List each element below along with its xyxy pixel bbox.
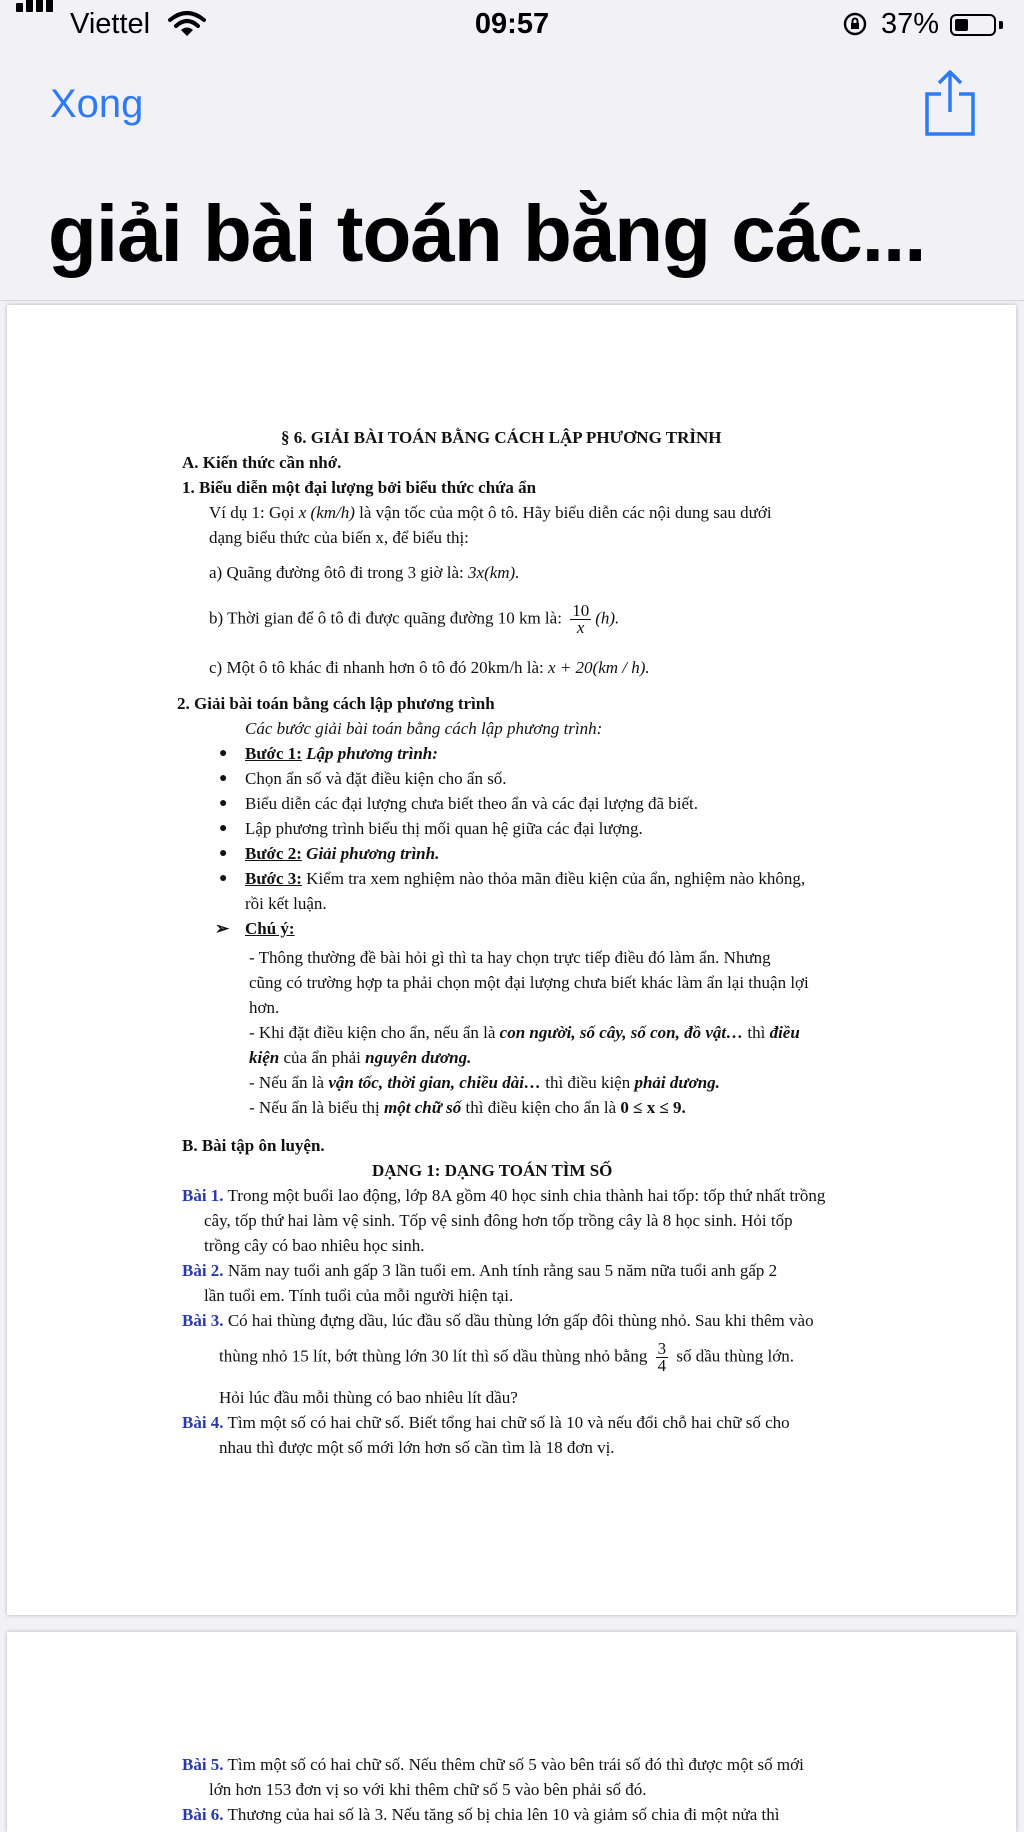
note-4: - Nếu ẩn là biểu thị một chữ số thì điều kiện cho ẩn là 0 ≤ x ≤ 9. [249, 1098, 686, 1117]
exercise-1-line-2: cây, tốp thứ hai làm vệ sinh. Tốp vệ sinh đông hơn tốp trồng cây là 8 học sinh. Hỏi tốp [204, 1211, 793, 1230]
example-line-2: dạng biểu thức của biến x, để biểu thị: [209, 528, 469, 547]
exercise-1-line-3: trồng cây có bao nhiêu học sinh. [204, 1236, 425, 1255]
exercise-2: Bài 2. Năm nay tuổi anh gấp 3 lần tuổi em. Anh tính rằng sau 5 năm nữa tuổi anh gấp 2 [182, 1261, 778, 1280]
bullet-3: Lập phương trình biểu thị mối quan hệ giữa các đại lượng. [245, 819, 643, 838]
note-marker: ➢ [215, 919, 230, 938]
doc-heading: § 6. GIẢI BÀI TOÁN BẰNG CÁCH LẬP PHƯƠNG TRÌNH [281, 428, 722, 447]
section-2-title: 2. Giải bài toán bằng cách lập phương trình [177, 694, 495, 713]
note-2: - Khi đặt điều kiện cho ẩn, nếu ẩn là con người, số cây, số con, đồ vật… thì điều [249, 1023, 800, 1042]
note-2-cont: kiện của ẩn phải nguyên dương. [249, 1048, 472, 1067]
page-title: giải bài toán bằng các... [48, 189, 926, 278]
exercise-3: Bài 3. Có hai thùng đựng dầu, lúc đầu số dầu thùng lớn gấp đôi thùng nhỏ. Sau khi thêm vào [182, 1311, 814, 1330]
divider [0, 300, 1024, 301]
steps-intro: Các bước giải bài toán bằng cách lập phương trình: [245, 719, 603, 738]
exercise-3-line-2: thùng nhỏ 15 lít, bớt thùng lớn 30 lít thì số dầu thùng nhỏ bằng $\frac{3}{4}$ số dầu thùng lớn. [219, 1339, 794, 1375]
rotation-lock-icon [843, 12, 867, 36]
step-2: Bước 2: Giải phương trình. [245, 844, 440, 863]
exercise-4-line-2: nhau thì được một số mới lớn hơn số cần tìm là 18 đơn vị. [219, 1438, 615, 1457]
battery-percent: 37% [881, 8, 940, 40]
example-line-1: Ví dụ 1: Gọi x (km/h) là vận tốc của một ô tô. Hãy biểu diễn các nội dung sau dưới [209, 503, 772, 522]
bullet-1: Chọn ẩn số và đặt điều kiện cho ẩn số. [245, 769, 507, 788]
section-b-title: B. Bài tập ôn luyện. [182, 1136, 325, 1155]
step-1: Bước 1: Lập phương trình: [245, 744, 438, 763]
share-icon[interactable] [924, 68, 976, 138]
note-3: - Nếu ẩn là vận tốc, thời gian, chiều dài… thì điều kiện phải dương. [249, 1073, 720, 1092]
document-page-2[interactable] [7, 1632, 1016, 1832]
exercise-1: Bài 1. Trong một buổi lao động, lớp 8A gồm 40 học sinh chia thành hai tốp: tốp thứ nhất trồng [182, 1186, 826, 1205]
carrier-name: Viettel [70, 8, 151, 40]
done-button[interactable]: Xong [50, 82, 144, 126]
exercise-6: Bài 6. Thương của hai số là 3. Nếu tăng số bị chia lên 10 và giảm số chia đi một nửa thì [182, 1805, 780, 1824]
note-1a: - Thông thường đề bài hỏi gì thì ta hay chọn trực tiếp điều đó làm ẩn. Nhưng [249, 948, 771, 967]
exercise-5-line-2: lớn hơn 153 đơn vị so với khi thêm chữ số 5 vào bên phải số đó. [209, 1780, 647, 1799]
clock: 09:57 [474, 8, 550, 40]
exercise-5: Bài 5. Tìm một số có hai chữ số. Nếu thêm chữ số 5 vào bên trái số đó thì được một số mới [182, 1755, 804, 1774]
battery-icon [950, 14, 996, 36]
step-3-cont: rồi kết luận. [245, 894, 327, 913]
section-1-title: 1. Biểu diễn một đại lượng bởi biểu thức chứa ẩn [182, 478, 537, 497]
item-c: c) Một ô tô khác đi nhanh hơn ô tô đó 20km/h là: x + 20(km / h). [209, 658, 650, 677]
item-a: a) Quãng đường ôtô đi trong 3 giờ là: 3x(km). [209, 563, 520, 582]
dang-1-title: DẠNG 1: DẠNG TOÁN TÌM SỐ [372, 1161, 613, 1180]
status-bar [0, 0, 1024, 50]
item-b: b) Thời gian để ô tô đi được quãng đường 10 km là: $\frac{10}{x}$ (h). [209, 601, 620, 637]
exercise-4: Bài 4. Tìm một số có hai chữ số. Biết tổng hai chữ số là 10 và nếu đổi chỗ hai chữ số cho [182, 1413, 790, 1432]
note-label: Chú ý: [245, 919, 295, 938]
exercise-2-line-2: lần tuổi em. Tính tuổi của mỗi người hiện tại. [204, 1286, 514, 1305]
note-1c: hơn. [249, 998, 280, 1017]
document-page-1[interactable]: § 6. GIẢI BÀI TOÁN BẰNG CÁCH LẬP PHƯƠNG TRÌNH A. Kiến thức cần nhớ. 1. Biểu diễn một đại lượng bởi biểu thức chứa ẩn Ví dụ 1: Gọi x (km/h) là vận tốc của một ô tô. Hãy biểu diễn các nội dung sau dưới dạng biểu thức của biến x, để biểu thị: a) Quãng đường ôtô đi trong 3 giờ là: 3x(km). b) Thời gian để ô tô đi được quãng đường 10 km là: $\frac{10}{x}$ (h). c) Một ô tô khác đi nhanh hơn ô tô đó 20km/h là: x + 20(km / h). 2. Giải bài toán bằng cách lập phương trình Các bước giải bài toán bằng cách lập phương trình: ● Bước 1: Lập phương trình: ● Chọn ẩn số và đặt điều kiện cho ẩn số. ● Biểu diễn các đại lượng chưa biết theo ẩn và các đại lượng đã biết. ● Lập phương trình biểu thị mối quan hệ giữa các đại lượng. ● Bước 2: Giải phương trình. ● Bước 3: Kiểm tra xem nghiệm nào thỏa mãn điều kiện của ẩn, nghiệm nào không, rồi kết luận. ➢ Chú ý: - Thông thường đề bài hỏi gì thì ta hay chọn trực tiếp điều đó làm ẩn. Nhưng cũng có trường hợp ta phải chọn một đại lượng chưa biết khác làm ẩn lại thuận lợi hơn. - Khi đặt điều kiện cho ẩn, nếu ẩn là con người, số cây, số con, đồ vật… thì điều kiện của ẩn phải nguyên dương. - Nếu ẩn là vận tốc, thời gian, chiều dài… thì điều kiện phải dương. - Nếu ẩn là biểu thị một chữ số thì điều kiện cho ẩn là 0 ≤ x ≤ 9. B. Bài tập ôn luyện. DẠNG 1: DẠNG TOÁN TÌM SỐ Bài 1. Trong một buổi lao động, lớp 8A gồm 40 học sinh chia thành hai tốp: tốp thứ nhất trồng cây, tốp thứ hai làm vệ sinh. Tốp vệ sinh đông hơn tốp trồng cây là 8 học sinh. Hỏi tốp trồng cây có bao nhiêu học sinh. Bài 2. Năm nay tuổi anh gấp 3 lần tuổi em. Anh tính rằng sau 5 năm nữa tuổi anh gấp 2 lần tuổi em. Tính tuổi của mỗi người hiện tại. Bài 3. Có hai thùng đựng dầu, lúc đầu số dầu thùng lớn gấp đôi thùng nhỏ. Sau khi thêm vào thùng nhỏ 15 lít, bớt thùng lớn 30 lít thì số dầu thùng nhỏ bằng $\frac{3}{4}$ số dầu thùng lớn. Hỏi lúc đầu mỗi thùng có bao nhiêu lít dầu? Bài 4. Tìm một số có hai chữ số. Biết tổng hai chữ số là 10 và nếu đổi chỗ hai chữ số cho nhau thì được một số mới lớn hơn số cần tìm là 18 đơn vị. [7, 305, 1016, 1615]
exercise-3-line-3: Hỏi lúc đầu mỗi thùng có bao nhiêu lít dầu? [219, 1388, 518, 1407]
note-1b: cũng có trường hợp ta phải chọn một đại lượng chưa biết khác làm ẩn lại thuận lợi [249, 973, 809, 992]
bullet-2: Biểu diễn các đại lượng chưa biết theo ẩn và các đại lượng đã biết. [245, 794, 698, 813]
section-a-title: A. Kiến thức cần nhớ. [182, 453, 342, 472]
step-3: Bước 3: Kiểm tra xem nghiệm nào thỏa mãn điều kiện của ẩn, nghiệm nào không, [245, 869, 806, 888]
